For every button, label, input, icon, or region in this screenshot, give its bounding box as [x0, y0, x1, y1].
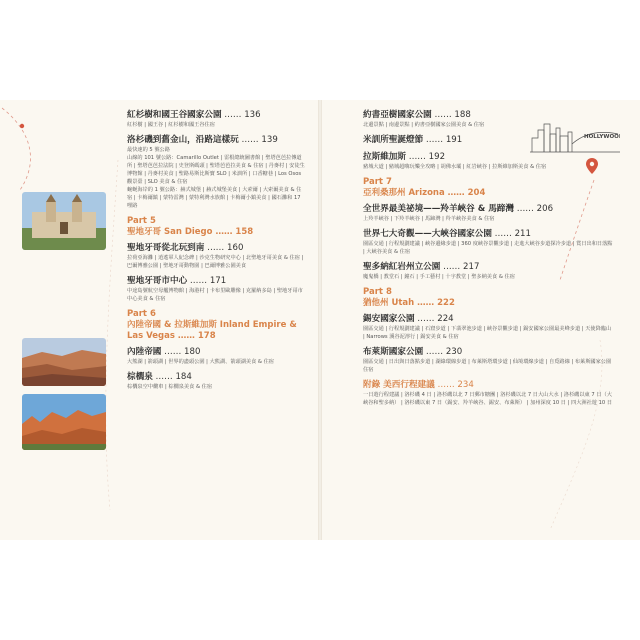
page-number: 184: [175, 372, 192, 382]
toc-entry: [127, 135, 305, 210]
page-number: 139: [261, 135, 278, 145]
page-number: 171: [209, 276, 227, 286]
entry-title[interactable]: 附錄 美西行程建議 …… 234: [363, 380, 474, 390]
toc-entry: [127, 372, 305, 391]
toc-right-column: [363, 110, 613, 413]
entry-title[interactable]: 聖地牙哥從北玩到南 …… 160: [127, 243, 244, 253]
part-heading: [127, 309, 305, 342]
toc-entry: [363, 347, 613, 374]
toc-entry: [127, 110, 305, 129]
toc-entry: [363, 314, 613, 341]
entry-subtopics: 一日遊行程建議 | 洛杉磯 4 日 | 洛杉磯以北 7 日郵市糖團 | 洛杉磯以北 7 日大山大水 | 洛杉磯以東 7 日（大峽谷和聖多納） | 洛杉磯以東 7 日（錫安、羚羊峽谷、錫安、布萊斯） | 加州深度 10 日 | 四大洲社遊 10 日: [363, 392, 613, 406]
entry-subtopics: 園區交通 | 日出與日落點步道 | 湖綠環線步道 | 布萊斯塔環步道 | 仙境環線步道 | 自覓路線 | 布萊斯國家公園住宿: [363, 359, 612, 373]
page-number: 234: [457, 380, 474, 390]
entry-subtopics: 中途島號航空母艦博物館 | 海港村 | 卡布里歐雕像 | 克羅納多島 | 聖地牙哥市中心美食 & 住宿: [127, 288, 303, 302]
toc-entry: [127, 347, 305, 366]
toc-entry: [363, 262, 613, 281]
part-label: Part 6: [127, 309, 156, 319]
page-number: 178: [197, 331, 216, 341]
entry-title[interactable]: 紅杉樹和國王谷國家公園 …… 136: [127, 110, 261, 120]
entry-title[interactable]: 聖多納紅岩州立公園 …… 217: [363, 262, 480, 272]
page-number: 192: [428, 152, 446, 162]
part-title[interactable]: 內陸帝國 & 拉斯維加斯 Inland Empire & Las Vegas …… 178: [127, 320, 297, 341]
entry-title[interactable]: 布萊斯國家公園 …… 230: [363, 347, 463, 357]
route-dot-icon: [20, 124, 24, 128]
page-number: 136: [244, 110, 261, 120]
entry-subtopics: 上羚羊峽谷 | 下羚羊峽谷 | 馬蹄灣 | 羚羊峽谷美食 & 住宿: [363, 216, 495, 222]
part-label: Part 8: [363, 287, 392, 297]
entry-subtopics: 紅杉樹 | 國王谷 | 紅杉樹和國王谷住宿: [127, 122, 215, 128]
toc-entry: [363, 135, 613, 146]
part-heading: [127, 216, 305, 238]
part-heading: [363, 177, 613, 199]
entry-subtopics: 最快速的 5 號公路 山線的 101 號公路：Camarillo Outlet | 雷根總統圖書館 | 聖塔芭芭拉傳道所 | 聖塔芭芭拉法院 | 史登斯碼頭 | 聖塔芭芭拉美食 & 住宿 | 丹麥村 | 安徒生博物館 | 丹麥村美食 | 聖路易斯比斯寶 SLO | 米訓所 | 口香糖巷 | Los Osos 觀景臺 | SLO 美食 & 住宿 蜿蜒海岸的 1 號公路：赫式城堡 | 赫式城堡美食 | 大索爾 | 大索爾美食 & 住宿 | 卡梅爾鎮 | 蒙特雷灣 | 蒙特利灣水族館 | 卡梅爾小鎮美食 | 國石灘和 17 哩路: [127, 147, 305, 209]
page-number: 206: [536, 204, 554, 214]
entry-title[interactable]: 洛杉磯到舊金山，沿路這樣玩 …… 139: [127, 135, 278, 145]
toc-entry: [363, 110, 613, 129]
entry-title[interactable]: 世界七大奇觀——大峽谷國家公園 …… 211: [363, 229, 531, 239]
entry-title[interactable]: 棕櫚泉 …… 184: [127, 372, 192, 382]
toc-entry: [127, 243, 305, 270]
entry-title[interactable]: 拉斯維加斯 …… 192: [363, 152, 446, 162]
canyon-photo: [22, 338, 106, 386]
entry-title[interactable]: 內陸帝國 …… 180: [127, 347, 201, 357]
page-number: 230: [445, 347, 463, 357]
entry-subtopics: 拉荷亞海灘 | 逍遙軍人紀念碑 | 沙克生物研究中心 | 北聖地牙哥美食 & 住宿 | 巴爾博雅公園 | 聖地牙哥動物園 | 巴爾博雅公園美食: [127, 255, 304, 269]
entry-title[interactable]: 米訓所聖誕燈節 …… 191: [363, 135, 463, 145]
entry-subtopics: 園區交通 | 行程規劃建議 | 石窟步道 | 下翡翠池步道 | 峽谷景觀步道 | 錫安國家公園最美峰步道 | 天使降臨山 | Narrows 溪谷泥濘行 | 錫安美食 & 住宿: [363, 326, 612, 340]
toc-entry: [363, 204, 613, 223]
toc-entry: [127, 276, 305, 303]
entry-title[interactable]: 約書亞樹國家公園 …… 188: [363, 110, 471, 120]
entry-title[interactable]: 錫安國家公園 …… 224: [363, 314, 454, 324]
page-number: 188: [454, 110, 471, 120]
page-number: 158: [235, 227, 254, 237]
rock-formation-photo: [22, 394, 106, 450]
entry-subtopics: 大熊湖 | 箭頭湖 | 世界的盡頭公園 | 大熊湖、箭頭湖美食 & 住宿: [127, 359, 274, 365]
toc-entry: [363, 152, 613, 171]
part-title[interactable]: 亞利桑那州 Arizona …… 204: [363, 188, 486, 198]
part-heading: [363, 287, 613, 309]
part-title[interactable]: 猶他州 Utah …… 222: [363, 298, 455, 308]
entry-subtopics: 北邊景點 | 南邊景點 | 約書亞樹國家公園美食 & 住宿: [363, 122, 485, 128]
book-spread: [0, 100, 640, 540]
entry-subtopics: 園區交通 | 行程規劃建議 | 峽谷邊緣步道 | 360 度峽谷景觀步道 | 走進大峽谷步道探冷步道 | 賞日出和日落點 | 大峽谷美食 & 住宿: [363, 241, 613, 255]
page-number: 211: [514, 229, 531, 239]
toc-entry: [363, 229, 613, 256]
page-number: 160: [227, 243, 244, 253]
appendix-entry: [363, 380, 613, 407]
page-number: 222: [437, 298, 455, 308]
entry-subtopics: 豬城大道 | 豬城超嗨玩樂全攻略 | 胡佛水壩 | 紅岩峽谷 | 拉斯維加斯美食 & 住宿: [363, 164, 547, 170]
page-number: 191: [445, 135, 463, 145]
castle-photo: [22, 192, 106, 250]
part-label: Part 7: [363, 177, 392, 187]
entry-subtopics: 棕櫚泉空中纜車 | 棕櫚泉美食 & 住宿: [127, 384, 213, 390]
page-number: 217: [463, 262, 480, 272]
page-number: 180: [184, 347, 201, 357]
toc-left-column: [127, 110, 305, 397]
part-label: Part 5: [127, 216, 156, 226]
page-number: 204: [467, 188, 486, 198]
svg-text:HOLLYWOOD: HOLLYWOOD: [584, 134, 620, 140]
entry-subtopics: 魔鬼橋 | 教堂石 | 鐘石 | 手工藝村 | 十字教堂 | 聖多納美食 & 住宿: [363, 274, 515, 280]
page-number: 224: [437, 314, 454, 324]
entry-title[interactable]: 聖地牙哥市中心 …… 171: [127, 276, 227, 286]
entry-title[interactable]: 全世界最美祕境——羚羊峽谷 & 馬蹄灣 …… 206: [363, 204, 554, 214]
part-title[interactable]: 聖地牙哥 San Diego …… 158: [127, 227, 254, 237]
